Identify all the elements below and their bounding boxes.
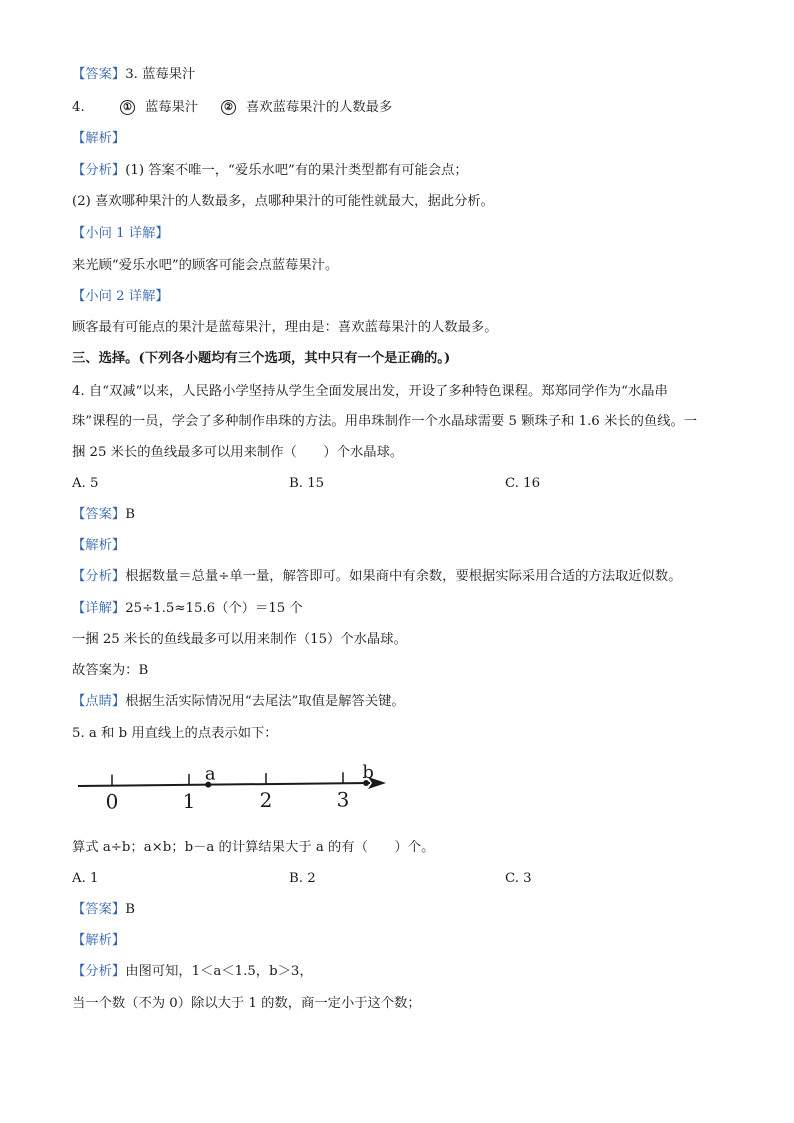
q5-option-c: C. 3 xyxy=(505,871,532,886)
q4-dianjing-tag: 【点睛】 xyxy=(72,694,126,709)
q4-fenxi-tag: 【分析】 xyxy=(72,569,126,584)
fenxi-line-1 xyxy=(72,162,468,180)
q4-xiangjie-tag: 【详解】 xyxy=(72,601,126,616)
q4-conclusion: 故答案为：B xyxy=(72,663,149,678)
q4-dianjing-line xyxy=(72,693,405,711)
q5-fenxi-line-2: 当一个数（不为 0）除以大于 1 的数，商一定小于这个数； xyxy=(72,996,421,1011)
q4-option-c: C. 16 xyxy=(505,476,541,491)
q4-xiangjie-line xyxy=(72,600,303,618)
tick-label: 3 xyxy=(336,787,350,812)
item-4-answer-1: 蓝莓果汁 xyxy=(145,100,199,115)
fenxi-tag: 【分析】 xyxy=(72,163,126,178)
q5-answer-tag: 【答案】 xyxy=(72,902,126,917)
point-b-label: b xyxy=(362,762,374,784)
answer-tag: 【答案】 xyxy=(72,67,126,82)
q4-xiangjie-text: 25÷1.5≈15.6（个）＝15 个 xyxy=(125,601,303,616)
q4-dianjing-text: 根据生活实际情况用“去尾法”取值是解答关键。 xyxy=(125,694,405,709)
q5-option-a: A. 1 xyxy=(72,871,99,886)
circled-two-icon: ② xyxy=(221,100,236,115)
fenxi-text-1: (1) 答案不唯一，“爱乐水吧”有的果汁类型都有可能会点； xyxy=(125,163,468,178)
fenxi-line-2: (2) 喜欢哪种果汁的人数最多，点哪种果汁的可能性就最大，据此分析。 xyxy=(72,194,494,209)
q4-option-a: A. 5 xyxy=(72,476,99,491)
point-a-label: a xyxy=(204,763,216,785)
q4-answer-line xyxy=(72,506,135,524)
q4-line-3: 捆 25 米长的鱼线最多可以用来制作（ ）个水晶球。 xyxy=(72,445,404,460)
answer-text: 3. 蓝莓果汁 xyxy=(125,67,196,82)
sub2-heading: 【小问 2 详解】 xyxy=(72,289,169,304)
q4-option-b: B. 15 xyxy=(289,476,325,491)
item-4-answer-2: 喜欢蓝莓果汁的人数最多 xyxy=(246,100,393,115)
q4-fenxi-line xyxy=(72,568,682,586)
sub2-text: 顾客最有可能点的果汁是蓝莓果汁，理由是：喜欢蓝莓果汁的人数最多。 xyxy=(72,320,498,335)
q4-result: 一捆 25 米长的鱼线最多可以用来制作（15）个水晶球。 xyxy=(72,632,407,647)
q5-fenxi-tag: 【分析】 xyxy=(72,964,126,979)
section-3-heading: 三、选择。(下列各小题均有三个选项，其中只有一个是正确的。) xyxy=(72,351,451,366)
q5-intro: 5. a 和 b 用直线上的点表示如下： xyxy=(72,726,278,741)
tick-label: 1 xyxy=(182,788,196,813)
q4-fenxi-text: 根据数量＝总量÷单一量，解答即可。如果商中有余数，要根据实际采用合适的方法取近似数。 xyxy=(125,569,682,584)
jiexi-heading-top: 【解析】 xyxy=(72,131,126,146)
answer-line-top xyxy=(72,66,195,84)
q5-jiexi-heading: 【解析】 xyxy=(72,933,126,948)
item-4-number: 4. xyxy=(72,100,85,115)
number-line-axis xyxy=(78,783,370,786)
q5-fenxi-text: 由图可知，1＜a＜1.5，b＞3， xyxy=(125,964,313,979)
item-4-answers xyxy=(72,99,392,117)
tick-label: 2 xyxy=(259,788,273,813)
q4-answer: B xyxy=(125,507,135,522)
q4-answer-tag: 【答案】 xyxy=(72,507,126,522)
sub1-heading: 【小问 1 详解】 xyxy=(72,226,169,241)
q5-answer: B xyxy=(125,902,135,917)
circled-one-icon: ① xyxy=(120,100,135,115)
q5-question: 算式 a÷b；a×b；b－a 的计算结果大于 a 的有（ ）个。 xyxy=(72,840,435,855)
number-line-figure xyxy=(70,755,400,817)
tick-label: 0 xyxy=(105,789,119,814)
q4-jiexi-heading: 【解析】 xyxy=(72,538,126,553)
q4-line-1: 4. 自“双减”以来，人民路小学坚持从学生全面发展出发，开设了多种特色课程。郑郑同学作为“水晶串 xyxy=(72,384,668,399)
q4-line-2: 珠”课程的一员，学会了多种制作串珠的方法。用串珠制作一个水晶球需要 5 颗珠子和 1.6 米长的鱼线。一 xyxy=(72,414,698,429)
q5-answer-line xyxy=(72,901,135,919)
q5-fenxi-line xyxy=(72,963,313,981)
tick-group xyxy=(106,772,350,813)
sub1-text: 来光顾“爱乐水吧”的顾客可能会点蓝莓果汁。 xyxy=(72,258,339,273)
q5-option-b: B. 2 xyxy=(289,871,316,886)
